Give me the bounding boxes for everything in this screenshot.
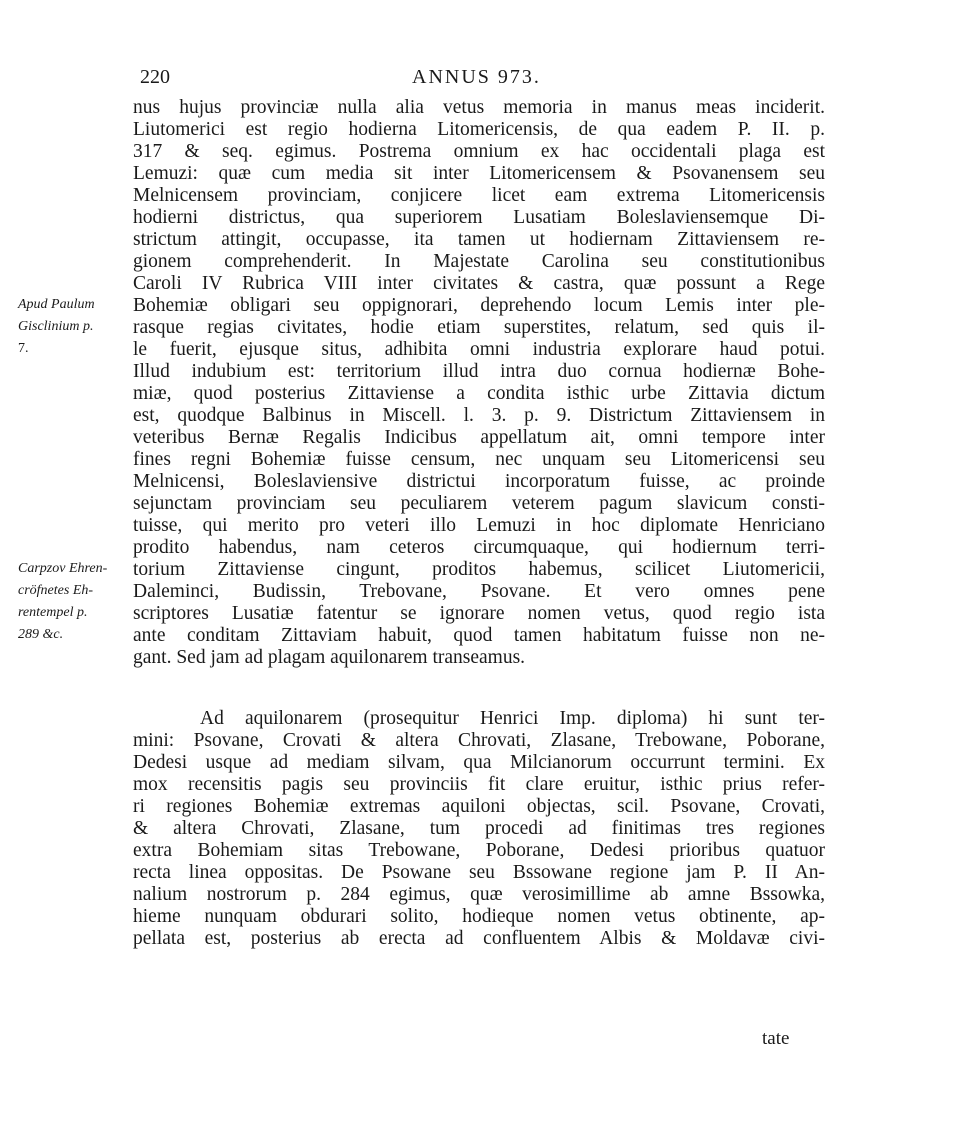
text-line: torium Zittaviense cingunt, proditos habemus, scilicet Liutomericii, bbox=[133, 559, 825, 580]
margin-note-line: Gisclinium p. bbox=[18, 319, 94, 334]
text-line: veteribus Bernæ Regalis Indicibus appellatum ait, omni tempore inter bbox=[133, 427, 825, 448]
text-line: Daleminci, Budissin, Trebovane, Psovane. Et vero omnes pene bbox=[133, 581, 825, 602]
text-line: gionem comprehenderit. In Majestate Carolina seu constitutionibus bbox=[133, 251, 825, 272]
text-line: extra Bohemiam sitas Trebowane, Poborane, Dedesi prioribus quatuor bbox=[133, 840, 825, 861]
text-line: est, quodque Balbinus in Miscell. l. 3. p. 9. Districtum Zittaviensem in bbox=[133, 405, 825, 426]
text-line: miæ, quod posterius Zittaviense a condita isthic urbe Zittavia dictum bbox=[133, 383, 825, 404]
text-line: pellata est, posterius ab erecta ad confluentem Albis & Moldavæ civi- bbox=[133, 928, 825, 949]
text-line: Liutomerici est regio hodierna Litomericensis, de qua eadem P. II. p. bbox=[133, 119, 825, 140]
text-line: tuisse, qui merito pro veteri illo Lemuzi in hoc diplomate Henriciano bbox=[133, 515, 825, 536]
text-line: strictum attingit, occupasse, ita tamen ut hodiernam Zittaviensem re- bbox=[133, 229, 825, 250]
text-line: Dedesi usque ad mediam silvam, qua Milcianorum occurrunt termini. Ex bbox=[133, 752, 825, 773]
margin-note-line: 289 &c. bbox=[18, 627, 64, 642]
text-line: le fuerit, ejusque situs, adhibita omni industria explorare haud potui. bbox=[133, 339, 825, 360]
text-line: nalium nostrorum p. 284 egimus, quæ verosimillime ab amne Bssowka, bbox=[133, 884, 825, 905]
text-line: fines regni Bohemiæ fuisse censum, nec unquam seu Litomericensi seu bbox=[133, 449, 825, 470]
text-line: Melnicensem provinciam, conjicere licet eam extrema Litomericensis bbox=[133, 185, 825, 206]
text-line: Caroli IV Rubrica VIII inter civitates & castra, quæ possunt a Rege bbox=[133, 273, 825, 294]
text-line: hieme nunquam obdurari solito, hodieque nomen vetus obtinente, ap- bbox=[133, 906, 825, 927]
text-line: rasque regias civitates, hodie etiam superstites, relatum, sed quis il- bbox=[133, 317, 825, 338]
text-line: & altera Chrovati, Zlasane, tum procedi ad finitimas tres regiones bbox=[133, 818, 825, 839]
margin-note-line: rentempel p. bbox=[18, 605, 88, 620]
text-line: gant. Sed jam ad plagam aquilonarem transeamus. bbox=[133, 647, 526, 668]
margin-note-line: 7. bbox=[18, 341, 29, 356]
text-line: nus hujus provinciæ nulla alia vetus memoria in manus meas inciderit. bbox=[133, 97, 825, 118]
text-line: hodierni districtus, qua superiorem Lusatiam Boleslaviensemque Di- bbox=[133, 207, 825, 228]
text-line: Melnicensi, Boleslaviensive districtui incorporatum fuisse, ac proinde bbox=[133, 471, 825, 492]
text-line: Illud indubium est: territorium illud intra duo cornua hodiernæ Bohe- bbox=[133, 361, 825, 382]
text-line: recta linea oppositas. De Psowane seu Bssowane regione jam P. II An- bbox=[133, 862, 825, 883]
text-line: Ad aquilonarem (prosequitur Henrici Imp. diploma) hi sunt ter- bbox=[200, 708, 825, 729]
catchword: tate bbox=[762, 1028, 790, 1049]
margin-note-line: cröfnetes Eh- bbox=[18, 583, 94, 598]
text-line: Bohemiæ obligari seu oppignorari, deprehendo locum Lemis inter ple- bbox=[133, 295, 825, 316]
text-line: Lemuzi: quæ cum media sit inter Litomericensem & Psovanensem seu bbox=[133, 163, 825, 184]
margin-note-line: Carpzov Ehren- bbox=[18, 561, 108, 576]
page-header bbox=[0, 66, 960, 96]
running-title: ANNUS 973. bbox=[412, 66, 541, 88]
text-line: ante conditam Zittaviam habuit, quod tamen habitatum fuisse non ne- bbox=[133, 625, 825, 646]
text-line: ri regiones Bohemiæ extremas aquiloni objectas, scil. Psovane, Crovati, bbox=[133, 796, 825, 817]
text-line: 317 & seq. egimus. Postrema omnium ex hac occidentali plaga est bbox=[133, 141, 825, 162]
page-number: 220 bbox=[140, 66, 170, 88]
text-line: mox recensitis pagis seu provinciis fit clare eruitur, isthic prius refer- bbox=[133, 774, 825, 795]
text-line: prodito habendus, nam ceteros circumquaque, qui hodiernum terri- bbox=[133, 537, 825, 558]
margin-note-line: Apud Paulum bbox=[18, 297, 95, 312]
text-line: sejunctam provinciam seu peculiarem veterem pagum slavicum consti- bbox=[133, 493, 825, 514]
text-line: scriptores Lusatiæ fatentur se ignorare nomen vetus, quod regio ista bbox=[133, 603, 825, 624]
text-line: mini: Psovane, Crovati & altera Chrovati, Zlasane, Trebowane, Poborane, bbox=[133, 730, 825, 751]
